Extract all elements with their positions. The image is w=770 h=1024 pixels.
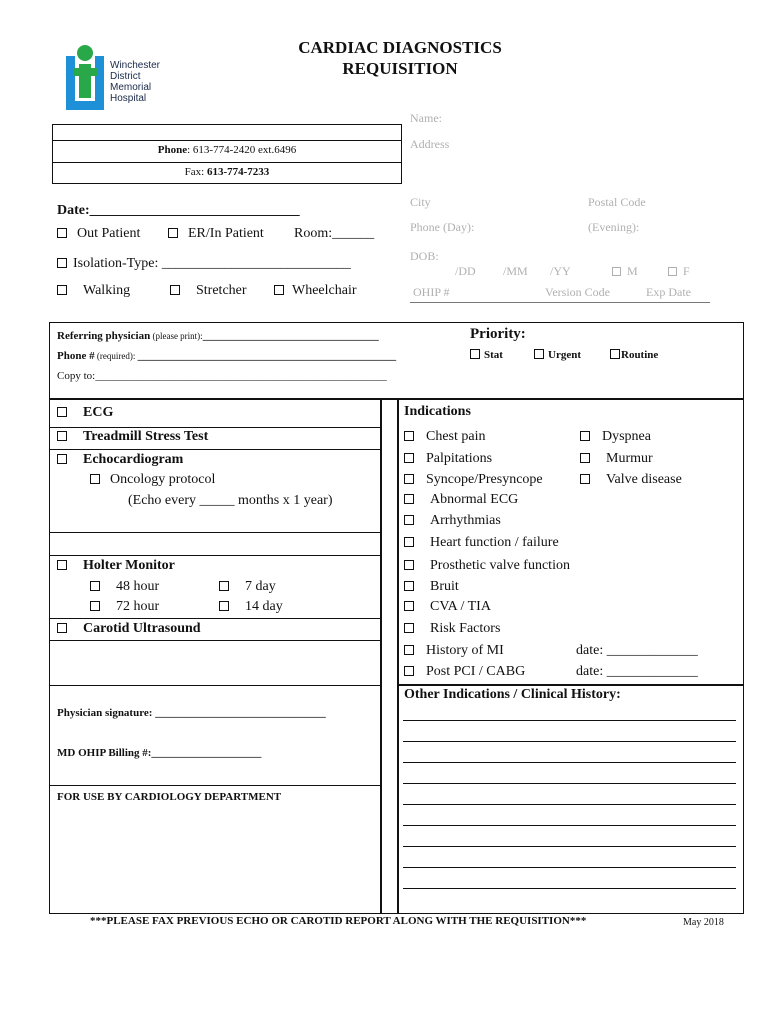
phone-line: Phone: 613-774-2420 ext.6496: [157, 144, 297, 156]
ind-arrhythmias[interactable]: Arrhythmias: [404, 513, 501, 529]
checkbox-icon: [404, 623, 414, 633]
checkbox-icon: [668, 267, 677, 276]
checkbox-icon: [404, 601, 414, 611]
dob-mm: /MM: [503, 264, 528, 278]
checkbox-icon: [168, 228, 178, 238]
ind-palpitations[interactable]: Palpitations: [404, 451, 492, 467]
room-field[interactable]: Room:______: [294, 226, 375, 241]
checkbox-icon: [404, 645, 414, 655]
priority-stat-checkbox[interactable]: Stat: [470, 349, 503, 361]
checkbox-icon: [57, 258, 67, 268]
other-indications-heading: Other Indications / Clinical History:: [404, 687, 621, 702]
checkbox-icon: [90, 601, 100, 611]
ind-history-mi[interactable]: History of MI: [404, 643, 504, 659]
ind-abnormal-ecg[interactable]: Abnormal ECG: [404, 492, 518, 508]
checkbox-icon: [534, 349, 544, 359]
patient-city-label: City: [410, 195, 431, 209]
hospital-name: Winchester District Memorial Hospital: [110, 60, 161, 104]
holter-checkbox[interactable]: Holter Monitor: [57, 558, 175, 574]
echocardiogram-checkbox[interactable]: Echocardiogram: [57, 452, 183, 468]
ind-valve-disease[interactable]: Valve disease: [580, 472, 682, 488]
ind-heart-function[interactable]: Heart function / failure: [404, 535, 559, 551]
patient-name-label: Name:: [410, 111, 442, 125]
dob-dd: /DD: [455, 264, 476, 278]
sex-f-checkbox[interactable]: F: [668, 264, 690, 279]
ind-cva-tia[interactable]: CVA / TIA: [404, 599, 491, 615]
checkbox-icon: [580, 431, 590, 441]
ind-prosthetic-valve[interactable]: Prosthetic valve function: [404, 558, 570, 574]
ind-bruit[interactable]: Bruit: [404, 579, 459, 595]
checkbox-icon: [57, 623, 67, 633]
checkbox-icon: [90, 474, 100, 484]
checkbox-icon: [610, 349, 620, 359]
checkbox-icon: [219, 581, 229, 591]
checkbox-icon: [580, 453, 590, 463]
priority-routine-checkbox[interactable]: Routine: [610, 349, 658, 361]
indications-heading: Indications: [404, 404, 471, 419]
checkbox-icon: [404, 581, 414, 591]
stretcher-checkbox[interactable]: Stretcher: [170, 283, 247, 299]
checkbox-icon: [404, 666, 414, 676]
ecg-checkbox[interactable]: ECG: [57, 405, 113, 421]
form-title: CARDIAC DIAGNOSTICS REQUISITION: [298, 38, 502, 78]
treadmill-checkbox[interactable]: Treadmill Stress Test: [57, 429, 208, 445]
contact-box: [52, 124, 402, 184]
divider: [49, 618, 381, 619]
patient-phone-day-label: Phone (Day):: [410, 220, 475, 234]
priority-label: Priority:: [470, 326, 526, 342]
checkbox-icon: [580, 474, 590, 484]
fax-note: ***PLEASE FAX PREVIOUS ECHO OR CAROTID REPORT ALONG WITH THE REQUISITION***: [90, 915, 587, 927]
checkbox-icon: [90, 581, 100, 591]
patient-address-label: Address: [410, 137, 450, 151]
checkbox-icon: [57, 228, 67, 238]
checkbox-icon: [219, 601, 229, 611]
fax-line: Fax: 613-774-7233: [184, 166, 270, 178]
ind-risk-factors[interactable]: Risk Factors: [404, 621, 500, 637]
post-pci-date-field[interactable]: date: _____________: [576, 664, 698, 679]
ind-murmur[interactable]: Murmur: [580, 451, 653, 467]
divider: [49, 449, 381, 450]
divider: [49, 555, 381, 556]
checkbox-icon: [57, 560, 67, 570]
er-patient-checkbox[interactable]: ER/In Patient: [168, 226, 264, 242]
echo-every-field[interactable]: (Echo every _____ months x 1 year): [128, 493, 333, 508]
exp-date-label: Exp Date: [646, 285, 691, 299]
ind-post-pci[interactable]: Post PCI / CABG: [404, 664, 525, 680]
checkbox-icon: [57, 454, 67, 464]
patient-divider: [410, 302, 710, 303]
copy-to-field[interactable]: Copy to:_____________________________________________________: [57, 370, 387, 382]
checkbox-icon: [612, 267, 621, 276]
dob-yy: /YY: [550, 264, 571, 278]
holter-14day-checkbox[interactable]: 14 day: [219, 599, 283, 615]
isolation-checkbox[interactable]: Isolation-Type: ___________________________: [57, 256, 351, 272]
divider: [397, 684, 744, 686]
oncology-protocol-checkbox[interactable]: Oncology protocol: [90, 472, 215, 488]
patient-postal-label: Postal Code: [588, 195, 646, 209]
date-field[interactable]: Date:______________________________: [57, 203, 300, 218]
physician-signature-field[interactable]: Physician signature: _______________________________: [57, 707, 326, 719]
divider: [49, 685, 381, 686]
checkbox-icon: [170, 285, 180, 295]
out-patient-checkbox[interactable]: Out Patient: [57, 226, 140, 242]
patient-dob-label: DOB:: [410, 249, 439, 263]
checkbox-icon: [57, 285, 67, 295]
carotid-checkbox[interactable]: Carotid Ultrasound: [57, 621, 201, 637]
divider: [49, 532, 381, 533]
checkbox-icon: [274, 285, 284, 295]
form-date: May 2018: [683, 917, 724, 928]
cardiology-dept-label: FOR USE BY CARDIOLOGY DEPARTMENT: [57, 791, 282, 803]
checkbox-icon: [404, 453, 414, 463]
referring-physician-field[interactable]: Referring physician (please print):________________________________: [57, 330, 379, 342]
ind-dyspnea[interactable]: Dyspnea: [580, 429, 651, 445]
checkbox-icon: [470, 349, 480, 359]
ind-syncope[interactable]: Syncope/Presyncope: [404, 472, 543, 488]
holter-72-checkbox[interactable]: 72 hour: [90, 599, 159, 615]
checkbox-icon: [404, 537, 414, 547]
checkbox-icon: [404, 515, 414, 525]
divider: [380, 399, 382, 914]
checkbox-icon: [57, 431, 67, 441]
checkbox-icon: [404, 560, 414, 570]
md-ohip-billing-field[interactable]: MD OHIP Billing #:____________________: [57, 747, 262, 759]
sex-m-checkbox[interactable]: M: [612, 264, 638, 279]
history-mi-date-field[interactable]: date: _____________: [576, 643, 698, 658]
wheelchair-checkbox[interactable]: Wheelchair: [274, 283, 357, 299]
walking-checkbox[interactable]: Walking: [57, 283, 130, 299]
ohip-label: OHIP #: [413, 285, 450, 299]
checkbox-icon: [404, 431, 414, 441]
version-code-label: Version Code: [545, 285, 610, 299]
divider: [49, 785, 381, 786]
divider: [49, 640, 381, 641]
holter-7day-checkbox[interactable]: 7 day: [219, 579, 276, 595]
checkbox-icon: [57, 407, 67, 417]
hospital-logo: [64, 42, 106, 114]
referring-phone-field[interactable]: Phone # (required): _______________________________________________: [57, 350, 397, 362]
priority-urgent-checkbox[interactable]: Urgent: [534, 349, 581, 361]
checkbox-icon: [404, 494, 414, 504]
ind-chest-pain[interactable]: Chest pain: [404, 429, 486, 445]
divider: [397, 399, 399, 914]
divider: [49, 427, 381, 428]
patient-phone-evening-label: (Evening):: [588, 220, 640, 234]
holter-48-checkbox[interactable]: 48 hour: [90, 579, 159, 595]
checkbox-icon: [404, 474, 414, 484]
